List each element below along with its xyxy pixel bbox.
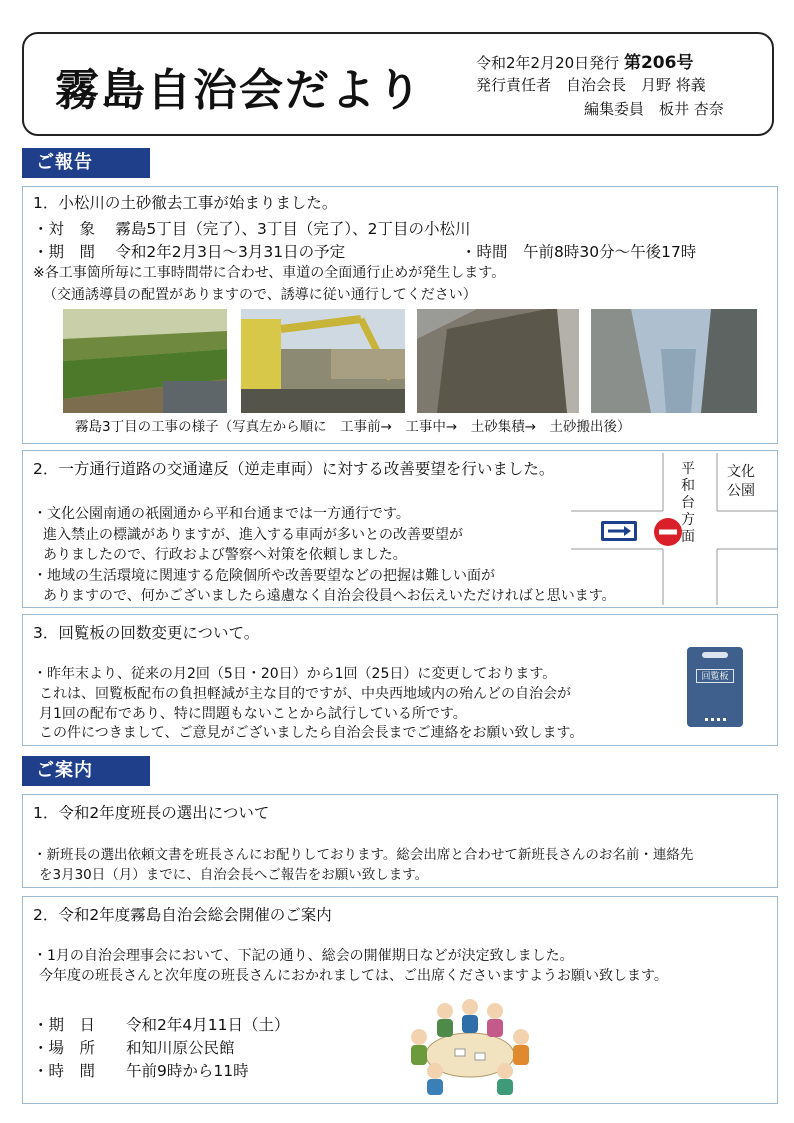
item2-line2: 進入禁止の標識がありますが、進入する車両が多いとの改善要望が (43, 527, 463, 543)
item2-line4: ・地域の生活環境に関連する危険個所や改善要望などの把握は難しい面が (33, 568, 495, 584)
item3-heading: 3．回覧板の回数変更について。 (33, 624, 260, 642)
map-label-heiwadai: 平和台方面 (681, 461, 695, 545)
item1-note1: ※各工事箇所毎に工事時間帯に合わせ、車道の全面通行止めが発生します。 (33, 265, 506, 281)
circular-board-icon (687, 647, 743, 727)
right-arrow-icon (601, 521, 637, 541)
item1-period: ・期 間 令和2年2月3日～3月31日の予定 (33, 243, 346, 261)
item3-line2: これは、回覧板配布の負担軽減が主な目的ですが、中央西地域内の殆んどの自治会が (39, 686, 571, 702)
issue-number: 第206号 (623, 53, 694, 73)
item2-line1: ・文化公園南通の祇園通から平和台通までは一方通行です。 (33, 506, 410, 522)
item1-heading: 1．小松川の土砂徹去工事が始まりました。 (33, 194, 338, 212)
notice2-heading: 2．令和2年度霧島自治会総会開催のご案内 (33, 906, 332, 924)
photo-before-construction (63, 309, 227, 413)
meeting-hours: ・時 間 午前9時から11時 (33, 1062, 249, 1080)
meeting-place: ・場 所 和知川原公民館 (33, 1039, 235, 1057)
item2-heading: 2．一方通行道路の交通違反（逆走車両）に対する改善要望を行いました。 (33, 460, 555, 478)
newsletter-title: 霧島自治会だより (55, 65, 423, 116)
board-clip (702, 652, 728, 658)
issue-date: 令和2年2月20日発行 (476, 54, 620, 72)
notice-item-2 (22, 896, 778, 1104)
item1-photo-caption: 霧島3丁目の工事の様子（写真左から順に 工事前→ 工事中→ 土砂集積→ 土砂搬出後） (75, 419, 631, 435)
item2-line3: ありましたので、行政および警察へ対策を依頼しました。 (43, 547, 407, 563)
report-item-1 (22, 186, 778, 444)
no-entry-sign (653, 517, 683, 547)
issue-line (476, 48, 693, 73)
item3-line3: 月1回の配布であり、特に問題もないことから試行している所です。 (39, 706, 467, 722)
publisher: 発行責任者 自治会長 月野 将義 (476, 76, 706, 94)
section-tag-notice: ご案内 (22, 756, 150, 786)
editor: 編集委員 板井 杏奈 (584, 100, 724, 118)
board-label: 回覧板 (696, 669, 734, 683)
notice2-line2: 今年度の班長さんと次年度の班長さんにおかれましては、ご出席くださいますようお願い致します。 (39, 968, 668, 984)
item3-line4: この件につきまして、ご意見がございましたら自治会長までご連絡をお願い致します。 (39, 725, 584, 741)
report-item-2 (22, 450, 778, 608)
notice-item-1 (22, 794, 778, 888)
meeting-date: ・期 日 令和2年4月11日（土） (33, 1016, 290, 1034)
item2-line5: ありますので、何かございましたら遠慮なく自治会役員へお伝えいただければと思います。 (43, 588, 616, 604)
photo-sediment-collected (417, 309, 579, 413)
road-map (571, 453, 777, 605)
map-label-park: 文化公園 (727, 464, 755, 499)
photo-during-construction (241, 309, 405, 413)
no-entry-icon (653, 517, 683, 547)
report-item-3 (22, 614, 778, 746)
notice1-heading: 1．令和2年度班長の選出について (33, 804, 270, 822)
item1-target: ・対 象 霧島5丁目（完了）、3丁目（完了）、2丁目の小松川 (33, 220, 471, 238)
item3-line1: ・昨年末より、従来の月2回（5日・20日）から1回（25日）に変更しております。 (33, 666, 557, 682)
item1-note2: （交通誘導員の配置がありますので、誘導に従い通行してください） (43, 287, 477, 303)
section-tag-report: ご報告 (22, 148, 150, 178)
photo-after-removal (591, 309, 757, 413)
board-dots (705, 707, 727, 711)
one-way-arrow-sign (601, 521, 637, 541)
notice1-line1: ・新班長の選出依頼文書を班長さんにお配りしております。総会出席と合わせて新班長さんのお名前・連絡先 (33, 847, 694, 863)
item1-time: ・時間 午前8時30分～午後17時 (461, 243, 697, 261)
meeting-illustration (405, 997, 535, 1095)
notice1-line2: を3月30日（月）までに、自治会長へご報告をお願い致します。 (39, 867, 429, 883)
notice2-line1: ・1月の自治会理事会において、下記の通り、総会の開催期日などが決定致しました。 (33, 948, 574, 964)
